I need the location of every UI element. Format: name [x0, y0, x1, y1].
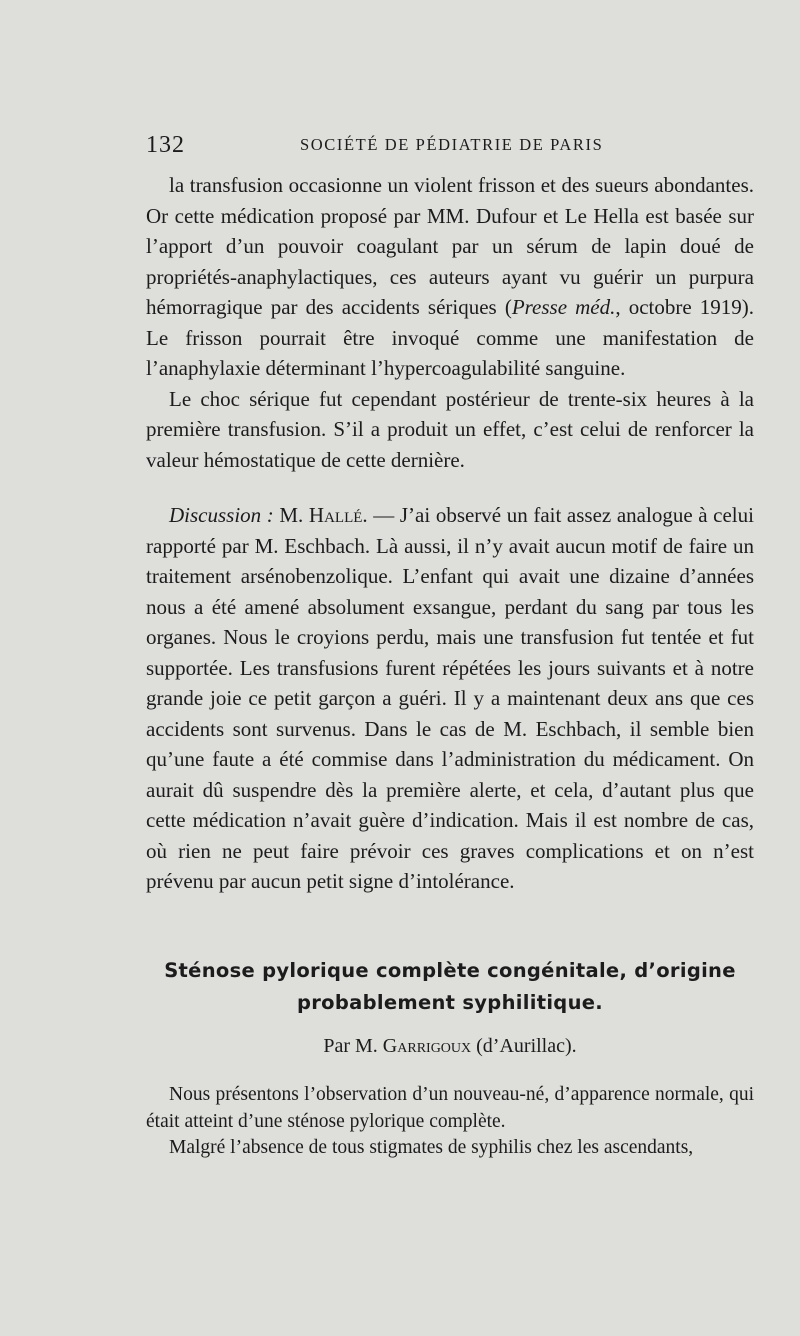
byline-prefix: Par M. [323, 1035, 383, 1057]
article-title [146, 955, 754, 1019]
paragraph-discussion [146, 500, 754, 897]
journal-title: Presse méd. [511, 295, 616, 319]
page-header [146, 128, 756, 162]
article-title-line: Sténose pylorique complète congénitale, d’origine [164, 959, 736, 982]
paragraph-text: , octobre 1919). Le frisson pourrait être invoqué comme une manifestation de l’anaphylaxie déterminant l’hypercoagulabilité sanguine. [146, 295, 755, 380]
paragraph-text: . — J’ai observé un fait assez analogue à celui rapporté par M. Eschbach. Là aussi, il n’y avait aucun motif de faire un traitement arsénobenzolique. L’enfant qui avait une dizaine d’années nous a été amené absolument exsangue, perdant du sang par tous les organes. Nous le croyions perdu, mais une transfusion fut tentée et fut supportée. Les transfusions furent répétées les jours suivants et à notre grande joie ce petit garçon a guéri. Il y a maintenant deux ans que ces accidents sont survenus. Dans le cas de M. Eschbach, il semble bien qu’une faute a été commise dans l’administration du médicament. On aurait dû suspendre dès la première alerte, et cela, d’autant plus que cette médication n’avait guère d’indication. Mais il est nombre de cas, où rien ne peut faire prévoir ces graves complications et on n’est prévenu par aucun petit signe d’intolérance. [146, 503, 754, 893]
article-byline [146, 1033, 754, 1059]
article-paragraph: Malgré l’absence de tous stigmates de syphilis chez les ascendants, [169, 1137, 694, 1158]
article-text [146, 1082, 754, 1162]
speaker-name: Hallé [308, 503, 363, 527]
article-paragraph: Nous présentons l’observation d’un nouveau-né, d’apparence normale, qui était atteint d’une sténose pylorique complète. [146, 1084, 754, 1132]
paragraph-text: la transfusion occasionne un violent frisson et des sueurs abondantes. Or cette médication proposé par MM. Dufour et Le Hella est basée sur l’apport d’un pouvoir coagulant par un sérum de lapin doué de propriétés-anaphylactiques, ces auteurs ayant vu guérir un purpura hémorragique par des accidents sériques ( [146, 173, 754, 319]
main-text [146, 170, 754, 897]
byline-suffix: (d’Aurillac). [471, 1035, 577, 1057]
speaker-prefix: M. [273, 503, 309, 527]
discussion-label: Discussion : [169, 503, 274, 527]
byline-author: Garrigoux [382, 1035, 472, 1057]
article-title-line: probablement syphilitique. [297, 991, 603, 1014]
page-number: 132 [146, 132, 185, 158]
running-head: SOCIÉTÉ DE PÉDIATRIE DE PARIS [300, 135, 604, 154]
paragraph-transfusion [146, 170, 754, 384]
paragraph-choc-serique: Le choc sérique fut cependant postérieur de trente-six heures à la première transfusion. S’il a produit un effet, c’est celui de renforcer la valeur hémostatique de cette dernière. [146, 386, 754, 472]
